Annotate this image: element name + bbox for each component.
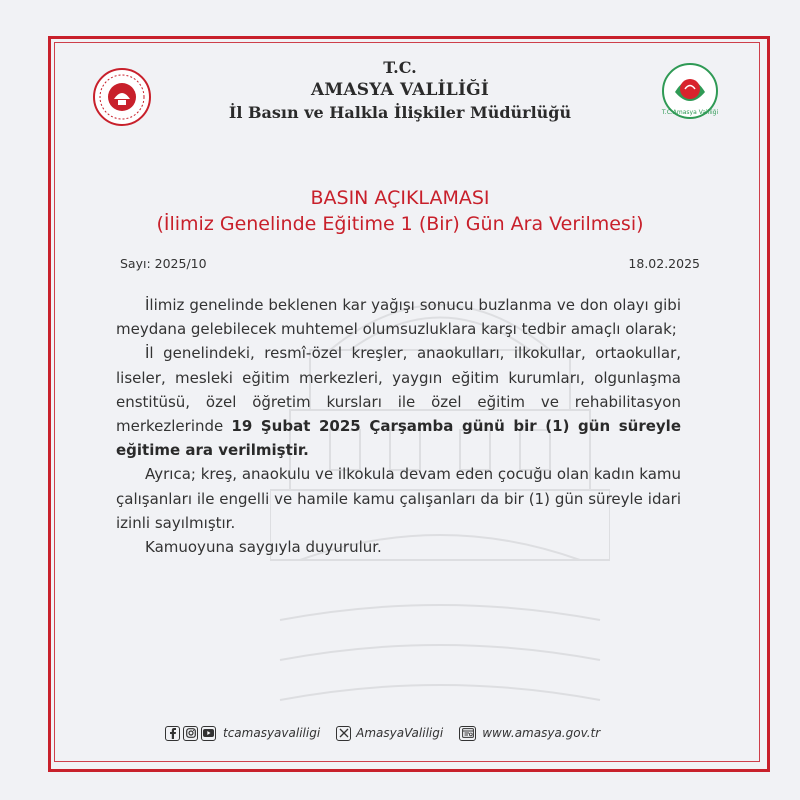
header-governorship: AMASYA VALİLİĞİ	[311, 80, 489, 100]
page-title: BASIN AÇIKLAMASI	[310, 187, 490, 209]
document-header	[0, 58, 800, 124]
svg-text:T.C.Amasya Valiliği: T.C.Amasya Valiliği	[661, 109, 719, 116]
page-subtitle: (İlimiz Genelinde Eğitime 1 (Bir) Gün Ara Verilmesi)	[156, 213, 644, 235]
paragraph-1: İlimiz genelinde beklenen kar yağışı sonucu buzlanma ve don olayı gibi meydana gelebilecek muhtemel olumsuzluklara karşı tedbir amaçlı olarak;	[116, 296, 681, 339]
paragraph-2-bold: 19 Şubat 2025 Çarşamba günü bir (1) gün süreyle eğitime ara verilmiştir.	[116, 417, 681, 460]
x-icon[interactable]	[336, 726, 351, 741]
press-release-titles	[0, 186, 800, 238]
paragraph-3: Ayrıca; kreş, anaokulu ve ilkokula devam eden çocuğu olan kadın kamu çalışanları ile engelli ve hamile kamu çalışanları da bir (1) gün süreyle idari izinli sayılmıştır.	[116, 465, 682, 532]
footer-social	[165, 722, 600, 744]
youtube-icon[interactable]	[201, 726, 216, 741]
header-tc: T.C.	[383, 58, 417, 77]
document-number: Sayı: 2025/10	[120, 256, 207, 271]
press-release-body	[116, 293, 681, 559]
website-link[interactable]: www.amasya.gov.tr	[482, 726, 601, 740]
social-handle[interactable]: tcamasyavaliligi	[223, 726, 321, 740]
instagram-icon[interactable]	[183, 726, 198, 741]
web-icon[interactable]	[459, 726, 476, 741]
document-date: 18.02.2025	[628, 256, 700, 271]
facebook-icon[interactable]	[165, 726, 180, 741]
paragraph-2-text: İl genelindeki, resmî-özel kreşler, anaokulları, ilkokullar, ortaokullar, liseler, mesleki eğitim merkezleri, yaygın eğitim kurumları, olgunlaşma enstitüsü, özel öğretim kursları ile özel eğitim ve rehabilitasyon merkezlerinde	[116, 344, 681, 436]
paragraph-2	[116, 341, 681, 462]
paragraph-4: Kamuoyuna saygıyla duyurulur.	[145, 538, 382, 557]
x-handle[interactable]: AmasyaValiligi	[356, 726, 444, 740]
header-directorate: İl Basın ve Halkla İlişkiler Müdürlüğü	[228, 103, 572, 122]
